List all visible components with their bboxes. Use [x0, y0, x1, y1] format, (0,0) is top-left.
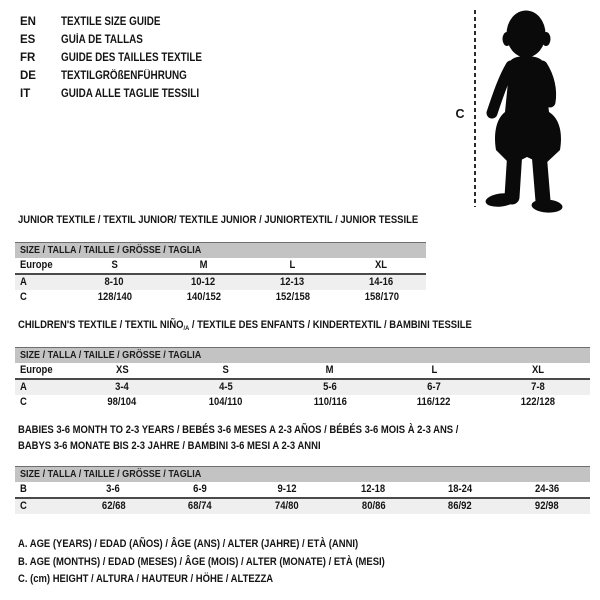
size-cell: 6-9	[193, 483, 207, 495]
size-table-header-bar: SIZE / TALLA / TAILLE / GRÖSSE / TAGLIA	[15, 243, 426, 258]
size-cell: 8-10	[105, 276, 124, 288]
size-cell: 12-18	[361, 483, 386, 495]
guide-title-it: GUIDA ALLE TAGLIE TESSILI	[61, 88, 200, 100]
size-cell: 152/158	[275, 291, 310, 303]
legend-line-a: A. AGE (YEARS) / EDAD (AÑOS) / ÂGE (ANS) / ALTER (JAHRE) / ETÀ (ANNI)	[18, 538, 359, 550]
size-cell: 80/86	[361, 500, 386, 512]
language-row-de	[20, 67, 225, 85]
junior-section-title	[18, 213, 483, 229]
guide-title-fr: GUIDE DES TAILLES TEXTILE	[61, 52, 203, 64]
size-cell: 122/128	[520, 396, 556, 408]
row-label: Europe	[20, 259, 53, 271]
size-row-europe	[15, 363, 590, 380]
size-row-c	[15, 290, 426, 305]
size-cell: L	[431, 364, 437, 376]
size-cell: M	[199, 259, 208, 271]
size-cell: 10-12	[191, 276, 216, 288]
size-cell: L	[289, 259, 296, 271]
size-cell: 158/170	[364, 291, 399, 303]
babies-size-table	[15, 466, 590, 514]
size-cell: 7-8	[531, 381, 545, 393]
size-cell: 14-16	[369, 276, 394, 288]
row-label: C	[20, 291, 27, 303]
guide-title-en: TEXTILE SIZE GUIDE	[61, 16, 161, 28]
size-cell: 18-24	[447, 483, 473, 495]
size-cell: 62/68	[101, 500, 126, 512]
language-title-list	[20, 13, 225, 103]
children-section-title	[18, 318, 546, 336]
size-cell: 3-4	[115, 381, 129, 393]
language-row-es	[20, 31, 225, 49]
size-cell: 4-5	[219, 381, 233, 393]
size-cell: S	[111, 259, 118, 271]
size-cell: XS	[115, 364, 129, 376]
size-cell: 9-12	[277, 483, 297, 495]
row-label: C	[20, 500, 27, 512]
language-row-fr	[20, 49, 225, 67]
language-row-it	[20, 85, 225, 103]
language-code: FR	[20, 52, 36, 64]
guide-title-es: GUÍA DE TALLAS	[61, 34, 143, 46]
size-cell: 104/110	[209, 396, 243, 408]
legend-line-b: B. AGE (MONTHS) / EDAD (MESES) / ÂGE (MOIS) / ALTER (MONATE) / ETÀ (MESI)	[18, 555, 385, 568]
language-code: IT	[20, 88, 31, 100]
size-cell: S	[222, 364, 230, 376]
junior-size-table	[15, 242, 426, 305]
language-row-en	[20, 13, 225, 31]
size-row-europe	[15, 258, 426, 275]
section-title-line: BABIES 3-6 MONTH TO 2-3 YEARS / BEBÉS 3-6 MESES A 2-3 AÑOS / BÉBÉS 3-6 MOIS À 2-3 ANS /	[18, 424, 459, 436]
size-cell: 74/80	[274, 500, 299, 512]
language-code: ES	[20, 34, 36, 46]
row-label: B	[20, 483, 27, 495]
babies-section-title	[18, 423, 530, 454]
size-cell: 86/92	[448, 500, 472, 512]
size-row-b	[15, 482, 590, 499]
size-table-header-bar: SIZE / TALLA / TAILLE / GRÖSSE / TAGLIA	[15, 348, 590, 363]
size-cell: 3-6	[106, 483, 121, 495]
size-table-header-bar: SIZE / TALLA / TAILLE / GRÖSSE / TAGLIA	[15, 467, 590, 482]
size-cell: 12-13	[280, 276, 305, 288]
size-cell: 5-6	[323, 381, 337, 393]
size-cell: XL	[531, 364, 545, 376]
section-title-line: JUNIOR TEXTILE / TEXTIL JUNIOR/ TEXTILE JUNIOR / JUNIORTEXTIL / JUNIOR TESSILE	[18, 214, 419, 226]
language-code: DE	[20, 70, 36, 82]
children-size-table	[15, 347, 590, 410]
baby-silhouette-icon	[470, 0, 600, 215]
size-row-c	[15, 395, 590, 410]
size-cell: 98/104	[107, 396, 137, 408]
size-cell: 110/116	[313, 396, 347, 408]
size-cell: M	[326, 364, 334, 376]
size-cell: 116/122	[417, 396, 451, 408]
size-row-a	[15, 275, 426, 290]
size-cell: 128/140	[97, 291, 132, 303]
height-measure-label: C	[455, 107, 465, 121]
size-cell: 24-36	[534, 483, 559, 495]
size-row-a	[15, 380, 590, 395]
language-code: EN	[20, 16, 36, 28]
measure-legend	[18, 536, 445, 589]
row-label: A	[20, 276, 27, 288]
section-title-line: BABYS 3-6 MONATE BIS 2-3 JAHRE / BAMBINI 3-6 MESI A 2-3 ANNI	[18, 439, 321, 452]
row-label: A	[20, 381, 27, 393]
row-label: C	[20, 396, 27, 408]
size-row-c	[15, 499, 590, 514]
size-cell: 140/152	[186, 291, 221, 303]
guide-title-de: TEXTILGRÖßENFÜHRUNG	[61, 70, 187, 82]
row-label: Europe	[20, 364, 53, 376]
section-title-line: CHILDREN'S TEXTILE / TEXTIL $NIÑO_{/A}$ / TEXTILE DES ENFANTS / KINDERTEXTIL / BAMBINI TESSILE	[18, 319, 472, 332]
size-cell: XL	[375, 259, 388, 271]
legend-line-c: C. (cm) HEIGHT / ALTURA / HAUTEUR / HÖHE / ALTEZZA	[18, 573, 274, 585]
size-cell: 68/74	[188, 500, 212, 512]
size-cell: 6-7	[427, 381, 441, 393]
size-cell: 92/98	[534, 500, 559, 512]
